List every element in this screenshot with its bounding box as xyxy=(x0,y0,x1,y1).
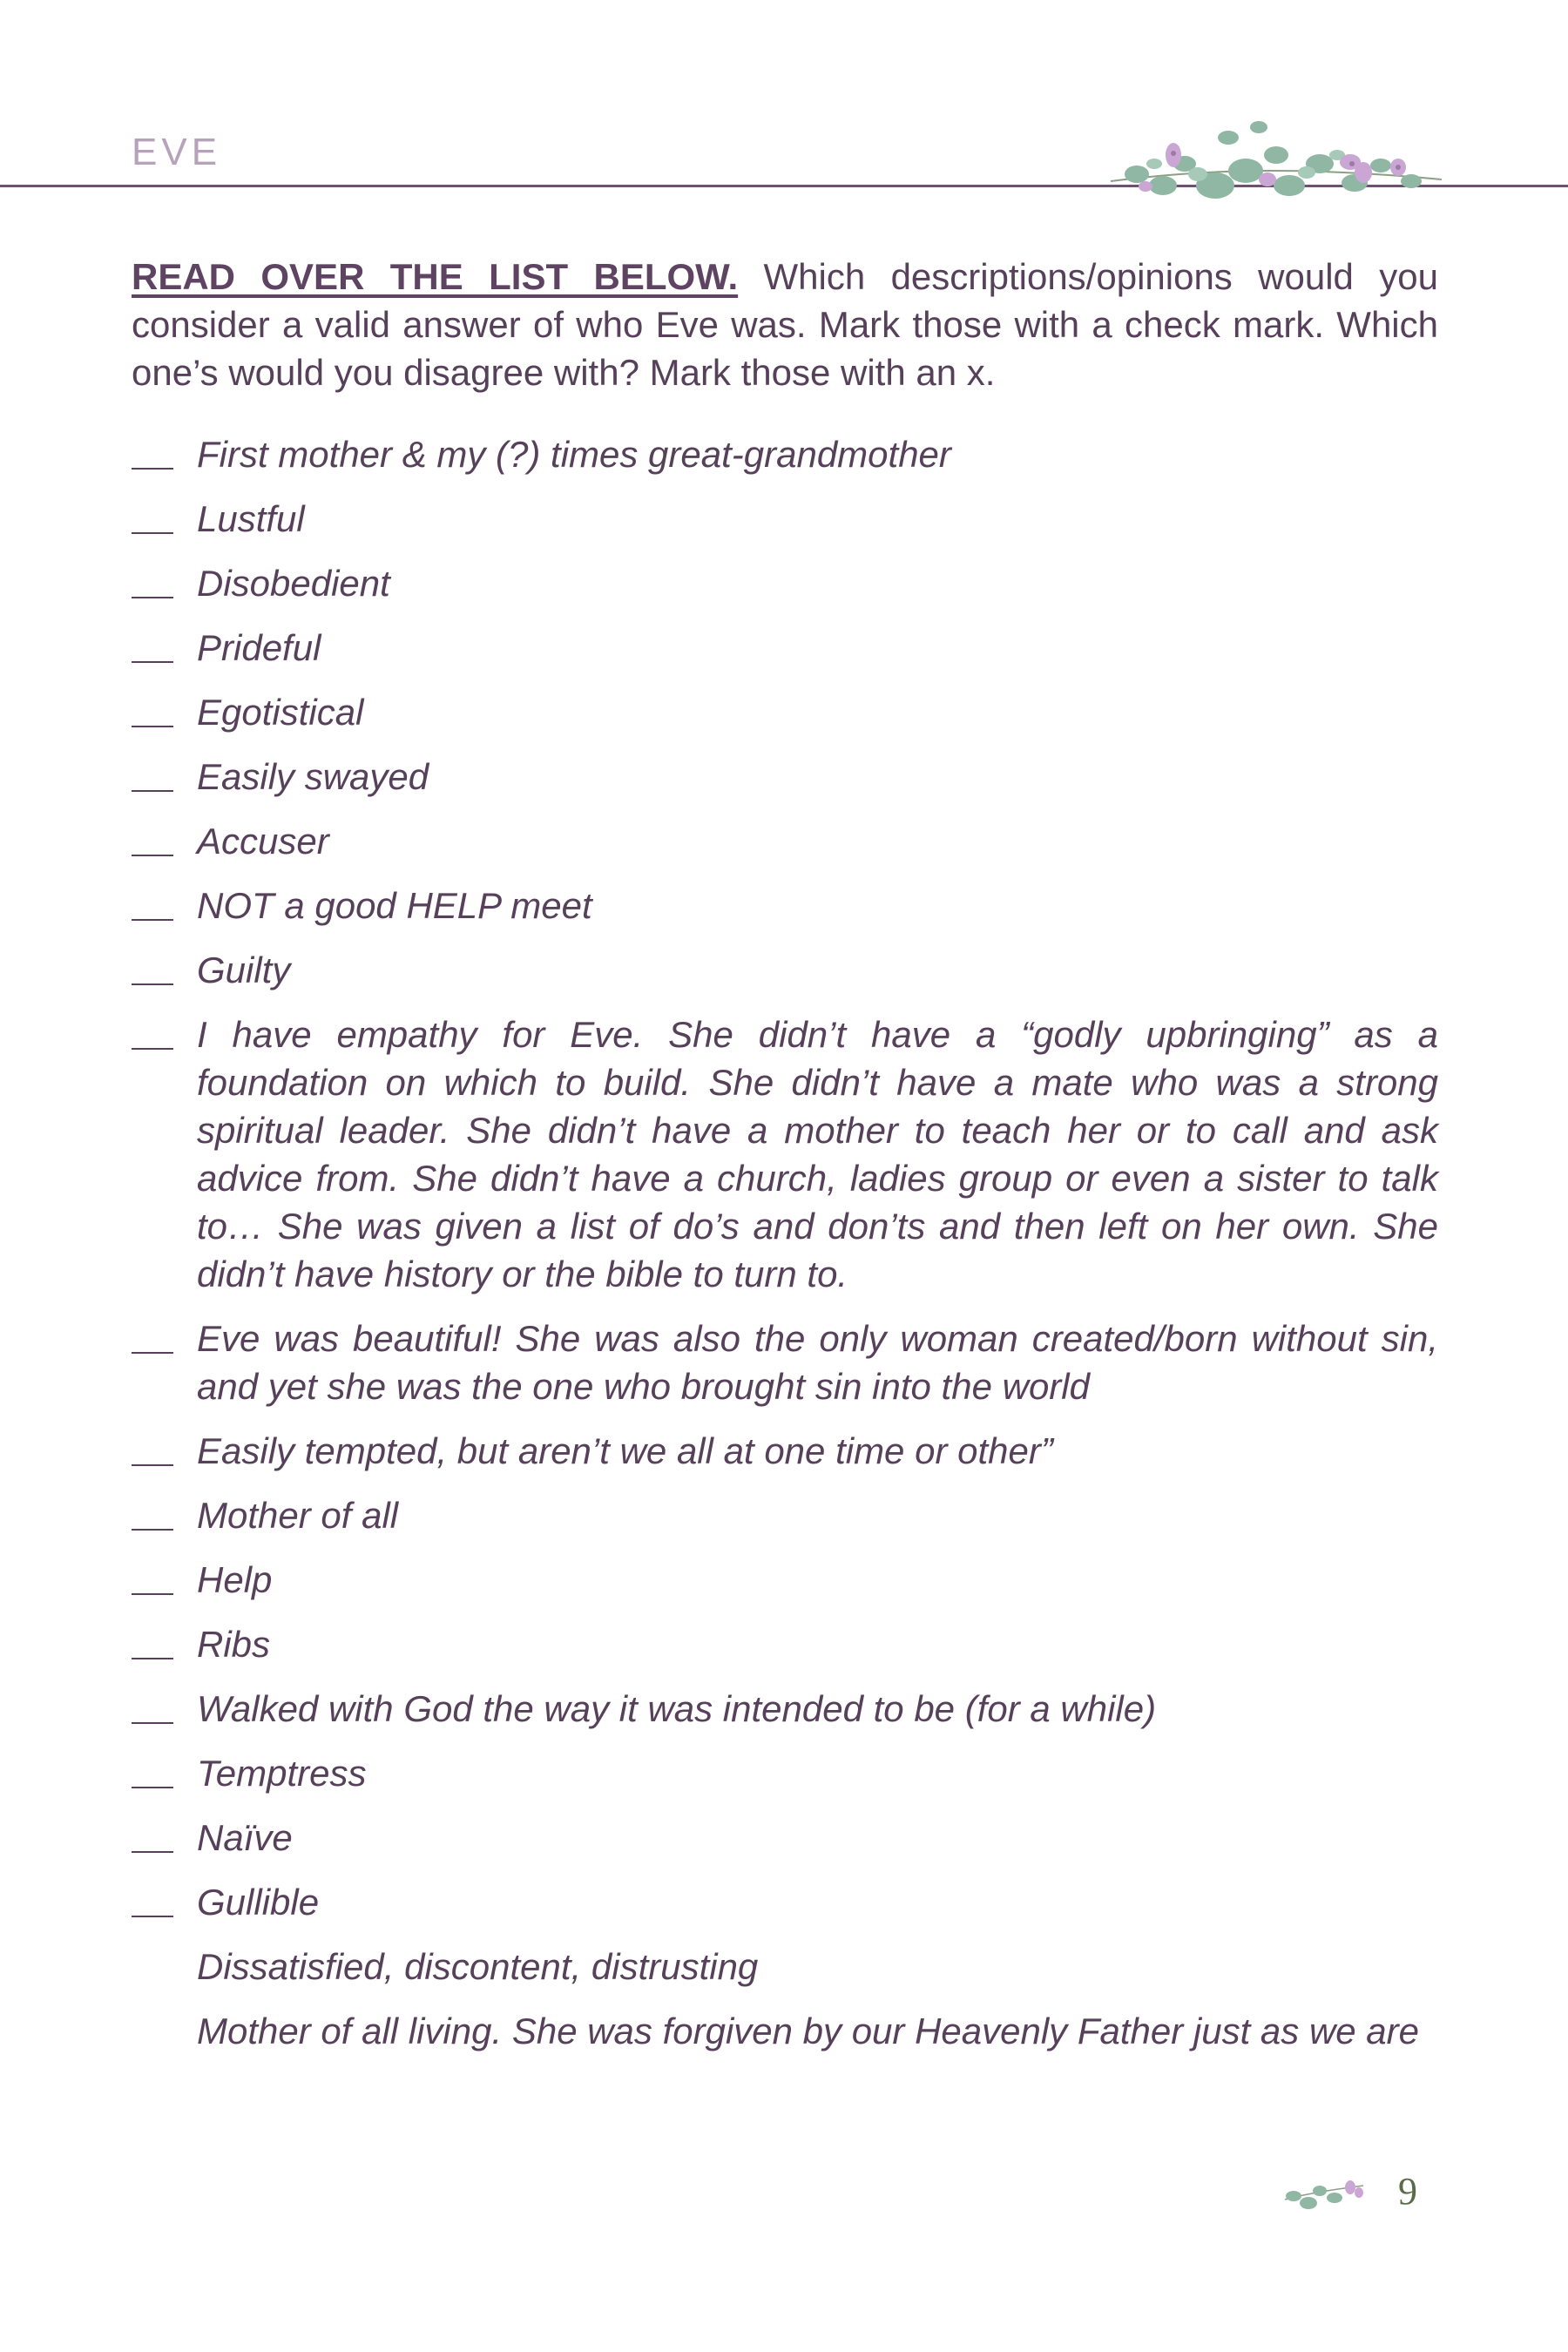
checklist-item xyxy=(132,1427,1438,1475)
instructions-text: Which descriptions/opinions would you consider a valid answer of who Eve was. Mark those with a check mark. Which one’s would you disagree with? Mark those with an x. xyxy=(132,256,1438,393)
checklist-item xyxy=(132,430,1438,478)
answer-blank[interactable] xyxy=(132,1787,173,1788)
checklist-item xyxy=(132,1491,1438,1539)
checklist-item xyxy=(132,495,1438,543)
page-number: 9 xyxy=(1398,2170,1417,2213)
answer-blank[interactable] xyxy=(132,1722,173,1724)
checklist-item-text: Ribs xyxy=(197,1624,271,1665)
checklist-item-text: Temptress xyxy=(197,1753,367,1794)
answer-blank[interactable] xyxy=(132,1352,173,1354)
checklist-item-text: Mother of all xyxy=(197,1495,399,1536)
checklist-item xyxy=(132,688,1438,736)
checklist-item xyxy=(132,1685,1438,1733)
answer-blank[interactable] xyxy=(132,597,173,598)
answer-blank[interactable] xyxy=(132,1048,173,1050)
checklist-item xyxy=(132,1010,1438,1298)
checklist-item xyxy=(132,1556,1438,1604)
checklist-item-text: Lustful xyxy=(197,498,305,539)
eucalyptus-sprig-icon xyxy=(1281,2173,1368,2217)
answer-blank[interactable] xyxy=(132,1464,173,1466)
checklist-item-text: Prideful xyxy=(197,627,321,668)
checklist-item-text: Easily swayed xyxy=(197,756,429,797)
checklist-item-text: Help xyxy=(197,1559,273,1600)
checklist-item xyxy=(132,817,1438,865)
checklist-item xyxy=(132,882,1438,929)
answer-blank[interactable] xyxy=(132,468,173,470)
checklist-item-text: Dissatisfied, discontent, distrusting xyxy=(197,1946,759,1987)
description-checklist xyxy=(132,430,1438,2072)
checklist-item xyxy=(132,946,1438,994)
answer-blank[interactable] xyxy=(132,790,173,792)
answer-blank[interactable] xyxy=(132,1593,173,1595)
checklist-item-text: Walked with God the way it was intended to be (for a while) xyxy=(197,1688,1157,1729)
answer-blank[interactable] xyxy=(132,532,173,534)
instructions-paragraph xyxy=(132,253,1438,396)
answer-blank[interactable] xyxy=(132,983,173,985)
answer-blank[interactable] xyxy=(132,661,173,663)
checklist-item-text: Guilty xyxy=(197,950,291,990)
checklist-item xyxy=(132,753,1438,801)
answer-blank[interactable] xyxy=(132,855,173,856)
checklist-item-text: Eve was beautiful! She was also the only woman created/born without sin, and yet she was the one who brought sin into the world xyxy=(197,1318,1438,1407)
checklist-item-text: I have empathy for Eve. She didn’t have a “godly upbringing” as a foundation on which to build. She didn’t have a mate who was a strong spiritual leader. She didn’t have a mother to teach her or to call and ask advice from. She didn’t have a church, ladies group or even a sister to talk to… She was given a list of do’s and don’ts and then left on her own. She didn’t have history or the bible to turn to. xyxy=(197,1014,1438,1294)
checklist-item xyxy=(132,1943,1438,1990)
checklist-item-text: First mother & my (?) times great-grandmother xyxy=(197,434,951,475)
checklist-item-text: Gullible xyxy=(197,1882,320,1923)
answer-blank[interactable] xyxy=(132,1851,173,1853)
checklist-item-text: Mother of all living. She was forgiven by our Heavenly Father just as we are xyxy=(197,2011,1420,2051)
answer-blank[interactable] xyxy=(132,1529,173,1531)
answer-blank[interactable] xyxy=(132,726,173,727)
checklist-item xyxy=(132,1315,1438,1410)
instructions-lead: READ OVER THE LIST BELOW. xyxy=(132,256,739,297)
checklist-item xyxy=(132,1749,1438,1797)
answer-blank[interactable] xyxy=(132,1658,173,1659)
checklist-item xyxy=(132,1814,1438,1862)
checklist-item-text: NOT a good HELP meet xyxy=(197,885,592,926)
answer-blank[interactable] xyxy=(132,919,173,921)
checklist-item-text: Egotistical xyxy=(197,692,364,733)
checklist-item xyxy=(132,1878,1438,1926)
checklist-item-text: Disobedient xyxy=(197,563,390,604)
checklist-item-text: Naïve xyxy=(197,1817,293,1858)
checklist-item xyxy=(132,1620,1438,1668)
answer-blank[interactable] xyxy=(132,1916,173,1917)
checklist-item xyxy=(132,624,1438,672)
checklist-item-text: Accuser xyxy=(197,821,329,862)
checklist-item-text: Easily tempted, but aren’t we all at one time or other” xyxy=(197,1430,1053,1471)
running-header: EVE xyxy=(132,131,222,173)
checklist-item xyxy=(132,2007,1438,2055)
eucalyptus-floral-icon xyxy=(1102,103,1450,207)
checklist-item xyxy=(132,559,1438,607)
